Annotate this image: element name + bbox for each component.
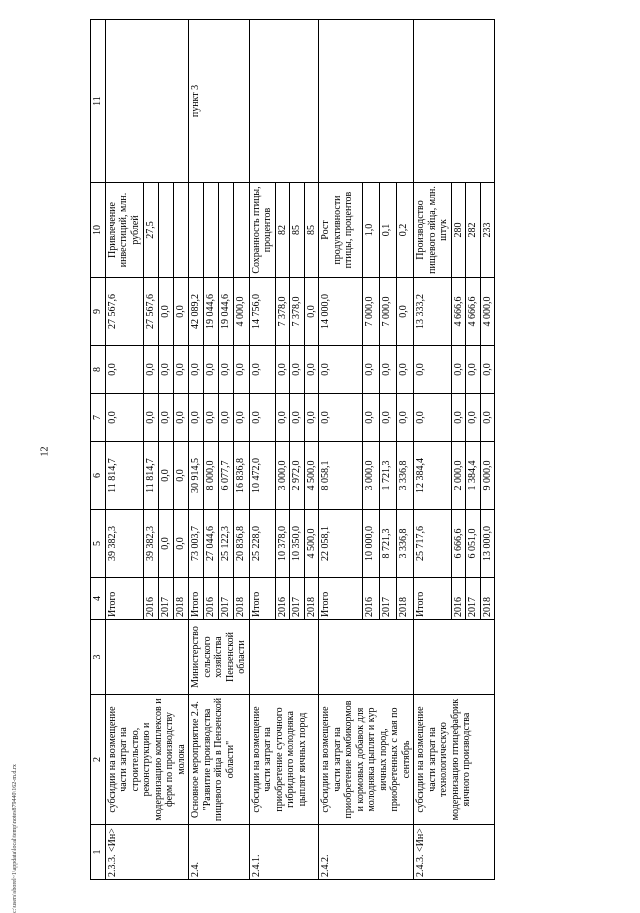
row-value: 0,0	[480, 394, 495, 442]
row-value: 0,0	[304, 394, 319, 442]
row-indicator	[174, 183, 189, 278]
row-value: 0,0	[249, 346, 275, 394]
row-value: 25 122,3	[219, 510, 234, 578]
row-year: 2016	[144, 578, 159, 620]
row-value: 27 044,6	[204, 510, 219, 578]
row-value: 3 000,0	[275, 442, 290, 510]
row-value: 73 003,7	[189, 510, 204, 578]
table-row	[249, 20, 275, 880]
row-value: 0,0	[290, 394, 305, 442]
row-value: 0,0	[174, 394, 189, 442]
row-value: 11 814,7	[105, 442, 144, 510]
col-header: 8	[91, 346, 106, 394]
row-indicator	[234, 183, 249, 278]
row-value: 13 333,2	[414, 278, 452, 346]
row-value: 0,0	[362, 394, 379, 442]
row-value: 14 000,0	[319, 278, 363, 346]
row-year: 2016	[204, 578, 219, 620]
rotated-table-wrapper	[90, 20, 620, 880]
row-value: 14 756,0	[249, 278, 275, 346]
row-indicator: 0,1	[379, 183, 396, 278]
row-value: 13 000,0	[480, 510, 495, 578]
row-value: 27 567,6	[105, 278, 144, 346]
col-header: 6	[91, 442, 106, 510]
row-value: 0,0	[304, 278, 319, 346]
header-row	[91, 20, 106, 880]
table-row	[319, 20, 363, 880]
row-value: 0,0	[451, 346, 466, 394]
footer-file-path: c:\users\sborel~1\appdata\local\temp\notes879440\162-m.d.rx	[12, 764, 18, 913]
row-value: 0,0	[396, 394, 413, 442]
table-body	[105, 20, 495, 880]
row-value: 11 814,7	[144, 442, 159, 510]
row-value: 0,0	[219, 394, 234, 442]
row-value: 7 000,0	[362, 278, 379, 346]
row-value: 39 382,3	[144, 510, 159, 578]
row-year: 2017	[219, 578, 234, 620]
row-value: 0,0	[159, 278, 174, 346]
row-year: 2017	[159, 578, 174, 620]
row-value: 0,0	[414, 394, 452, 442]
row-value: 3 000,0	[362, 442, 379, 510]
row-year: Итого	[319, 578, 363, 620]
row-executor	[105, 620, 189, 695]
row-value: 0,0	[174, 510, 189, 578]
row-value: 19 044,6	[204, 278, 219, 346]
row-value: 42 089,2	[189, 278, 204, 346]
row-year: Итого	[189, 578, 204, 620]
col-header: 7	[91, 394, 106, 442]
col-header: 5	[91, 510, 106, 578]
row-value: 0,0	[466, 394, 481, 442]
row-value: 19 044,6	[219, 278, 234, 346]
row-indicator: 0,2	[396, 183, 413, 278]
row-indicator: Рост продуктивности птицы, процентов	[319, 183, 363, 278]
row-value: 10 472,0	[249, 442, 275, 510]
table-row	[105, 20, 144, 880]
row-value: 0,0	[319, 346, 363, 394]
row-value: 0,0	[480, 346, 495, 394]
row-value: 25 717,6	[414, 510, 452, 578]
row-indicator: 27,5	[144, 183, 159, 278]
col-header: 10	[91, 183, 106, 278]
row-value: 0,0	[275, 346, 290, 394]
row-id: 2.3.3. <Ин>	[105, 825, 189, 880]
row-value: 0,0	[249, 394, 275, 442]
row-value: 0,0	[466, 346, 481, 394]
row-value: 39 382,3	[105, 510, 144, 578]
row-value: 0,0	[159, 442, 174, 510]
row-note	[319, 20, 414, 183]
row-indicator: 233	[480, 183, 495, 278]
table-row	[189, 20, 204, 880]
row-value: 0,0	[319, 394, 363, 442]
row-value: 16 836,8	[234, 442, 249, 510]
row-value: 1 721,3	[379, 442, 396, 510]
row-executor: Министерство сельского хозяйства Пензенской области	[189, 620, 250, 695]
row-description: субсидии на возмещение части затрат на технологическую модернизацию птицефабрик яичного производства	[414, 695, 495, 825]
row-value: 4 666,6	[466, 278, 481, 346]
row-value: 0,0	[234, 346, 249, 394]
row-value: 4 500,0	[304, 442, 319, 510]
row-value: 6 051,0	[466, 510, 481, 578]
row-value: 0,0	[174, 442, 189, 510]
row-value: 0,0	[105, 346, 144, 394]
row-value: 2 972,0	[290, 442, 305, 510]
row-value: 8 721,3	[379, 510, 396, 578]
col-header: 3	[91, 620, 106, 695]
row-value: 0,0	[290, 346, 305, 394]
row-description: субсидии на возмещение части затрат на приобретение комбикормов и кормовых добавок для молодняка цыплят и кур яичных пород, приобретенных с мая по сентябрь	[319, 695, 414, 825]
row-indicator: 282	[466, 183, 481, 278]
row-value: 0,0	[275, 394, 290, 442]
row-year: Итого	[414, 578, 452, 620]
row-indicator: 1,0	[362, 183, 379, 278]
row-year: 2018	[480, 578, 495, 620]
row-indicator	[159, 183, 174, 278]
row-value: 0,0	[379, 346, 396, 394]
row-value: 0,0	[174, 346, 189, 394]
row-value: 8 058,1	[319, 442, 363, 510]
row-value: 3 336,8	[396, 442, 413, 510]
row-value: 4 000,0	[480, 278, 495, 346]
row-value: 10 350,0	[290, 510, 305, 578]
row-year: 2016	[275, 578, 290, 620]
row-value: 0,0	[144, 394, 159, 442]
row-year: Итого	[105, 578, 144, 620]
row-description: Основное мероприятие 2.4. "Развитие производства пищевого яйца в Пензенской области"	[189, 695, 250, 825]
budget-table	[90, 19, 495, 880]
row-indicator	[204, 183, 219, 278]
row-value: 0,0	[204, 346, 219, 394]
row-description: субсидии на возмещение части затрат на приобретение суточного гибридного молодняка цыплят яичных пород	[249, 695, 319, 825]
row-value: 12 384,4	[414, 442, 452, 510]
row-year: 2016	[362, 578, 379, 620]
row-indicator: 82	[275, 183, 290, 278]
row-value: 22 058,1	[319, 510, 363, 578]
row-id: 2.4.3. <Ин>	[414, 825, 495, 880]
row-year: Итого	[249, 578, 275, 620]
row-indicator: 85	[290, 183, 305, 278]
row-value: 0,0	[204, 394, 219, 442]
row-value: 4 666,6	[451, 278, 466, 346]
row-value: 25 228,0	[249, 510, 275, 578]
col-header: 9	[91, 278, 106, 346]
row-note: пункт 3	[189, 20, 250, 183]
row-value: 10 378,0	[275, 510, 290, 578]
row-id: 2.4.1.	[249, 825, 319, 880]
row-value: 0,0	[189, 394, 204, 442]
row-year: 2018	[304, 578, 319, 620]
col-header: 11	[91, 20, 106, 183]
row-value: 4 500,0	[304, 510, 319, 578]
row-value: 0,0	[144, 346, 159, 394]
row-value: 3 336,8	[396, 510, 413, 578]
row-indicator	[189, 183, 204, 278]
row-value: 7 378,0	[275, 278, 290, 346]
row-indicator: Сохранность птицы, процентов	[249, 183, 275, 278]
page-number: 12	[39, 446, 51, 457]
row-year: 2018	[234, 578, 249, 620]
row-value: 6 666,6	[451, 510, 466, 578]
row-indicator: Производство пищевого яйца, млн. штук	[414, 183, 452, 278]
row-value: 0,0	[304, 346, 319, 394]
row-value: 0,0	[174, 278, 189, 346]
row-value: 0,0	[159, 394, 174, 442]
row-value: 0,0	[414, 346, 452, 394]
row-indicator: 280	[451, 183, 466, 278]
row-note	[249, 20, 319, 183]
row-id: 2.4.	[189, 825, 250, 880]
row-value: 0,0	[219, 346, 234, 394]
row-note	[414, 20, 495, 183]
row-value: 0,0	[451, 394, 466, 442]
row-value: 0,0	[234, 394, 249, 442]
row-value: 7 378,0	[290, 278, 305, 346]
row-value: 0,0	[362, 346, 379, 394]
row-value: 10 000,0	[362, 510, 379, 578]
table-row	[414, 20, 452, 880]
col-header: 1	[91, 825, 106, 880]
row-executor	[414, 620, 495, 695]
row-value: 0,0	[159, 346, 174, 394]
row-value: 20 836,8	[234, 510, 249, 578]
row-value: 1 384,4	[466, 442, 481, 510]
row-indicator	[219, 183, 234, 278]
row-year: 2017	[466, 578, 481, 620]
row-value: 0,0	[189, 346, 204, 394]
row-value: 0,0	[379, 394, 396, 442]
row-description: субсидии на возмещение части затрат на строительство, реконструкцию и модернизацию комплексов и ферм по производству молока	[105, 695, 189, 825]
col-header: 2	[91, 695, 106, 825]
row-indicator: 85	[304, 183, 319, 278]
row-value: 7 000,0	[379, 278, 396, 346]
row-value: 6 077,7	[219, 442, 234, 510]
row-value: 0,0	[396, 346, 413, 394]
row-note	[105, 20, 189, 183]
row-value: 2 000,0	[451, 442, 466, 510]
row-value: 30 914,5	[189, 442, 204, 510]
row-year: 2017	[379, 578, 396, 620]
row-year: 2017	[290, 578, 305, 620]
row-value: 4 000,0	[234, 278, 249, 346]
row-id: 2.4.2.	[319, 825, 414, 880]
row-value: 27 567,6	[144, 278, 159, 346]
row-indicator: Привлечение инвестиций, млн. рублей	[105, 183, 144, 278]
row-year: 2016	[451, 578, 466, 620]
row-value: 0,0	[396, 278, 413, 346]
row-value: 0,0	[159, 510, 174, 578]
row-year: 2018	[396, 578, 413, 620]
row-value: 9 000,0	[480, 442, 495, 510]
col-header: 4	[91, 578, 106, 620]
row-value: 8 000,0	[204, 442, 219, 510]
row-executor	[319, 620, 414, 695]
row-executor	[249, 620, 319, 695]
row-value: 0,0	[105, 394, 144, 442]
row-year: 2018	[174, 578, 189, 620]
